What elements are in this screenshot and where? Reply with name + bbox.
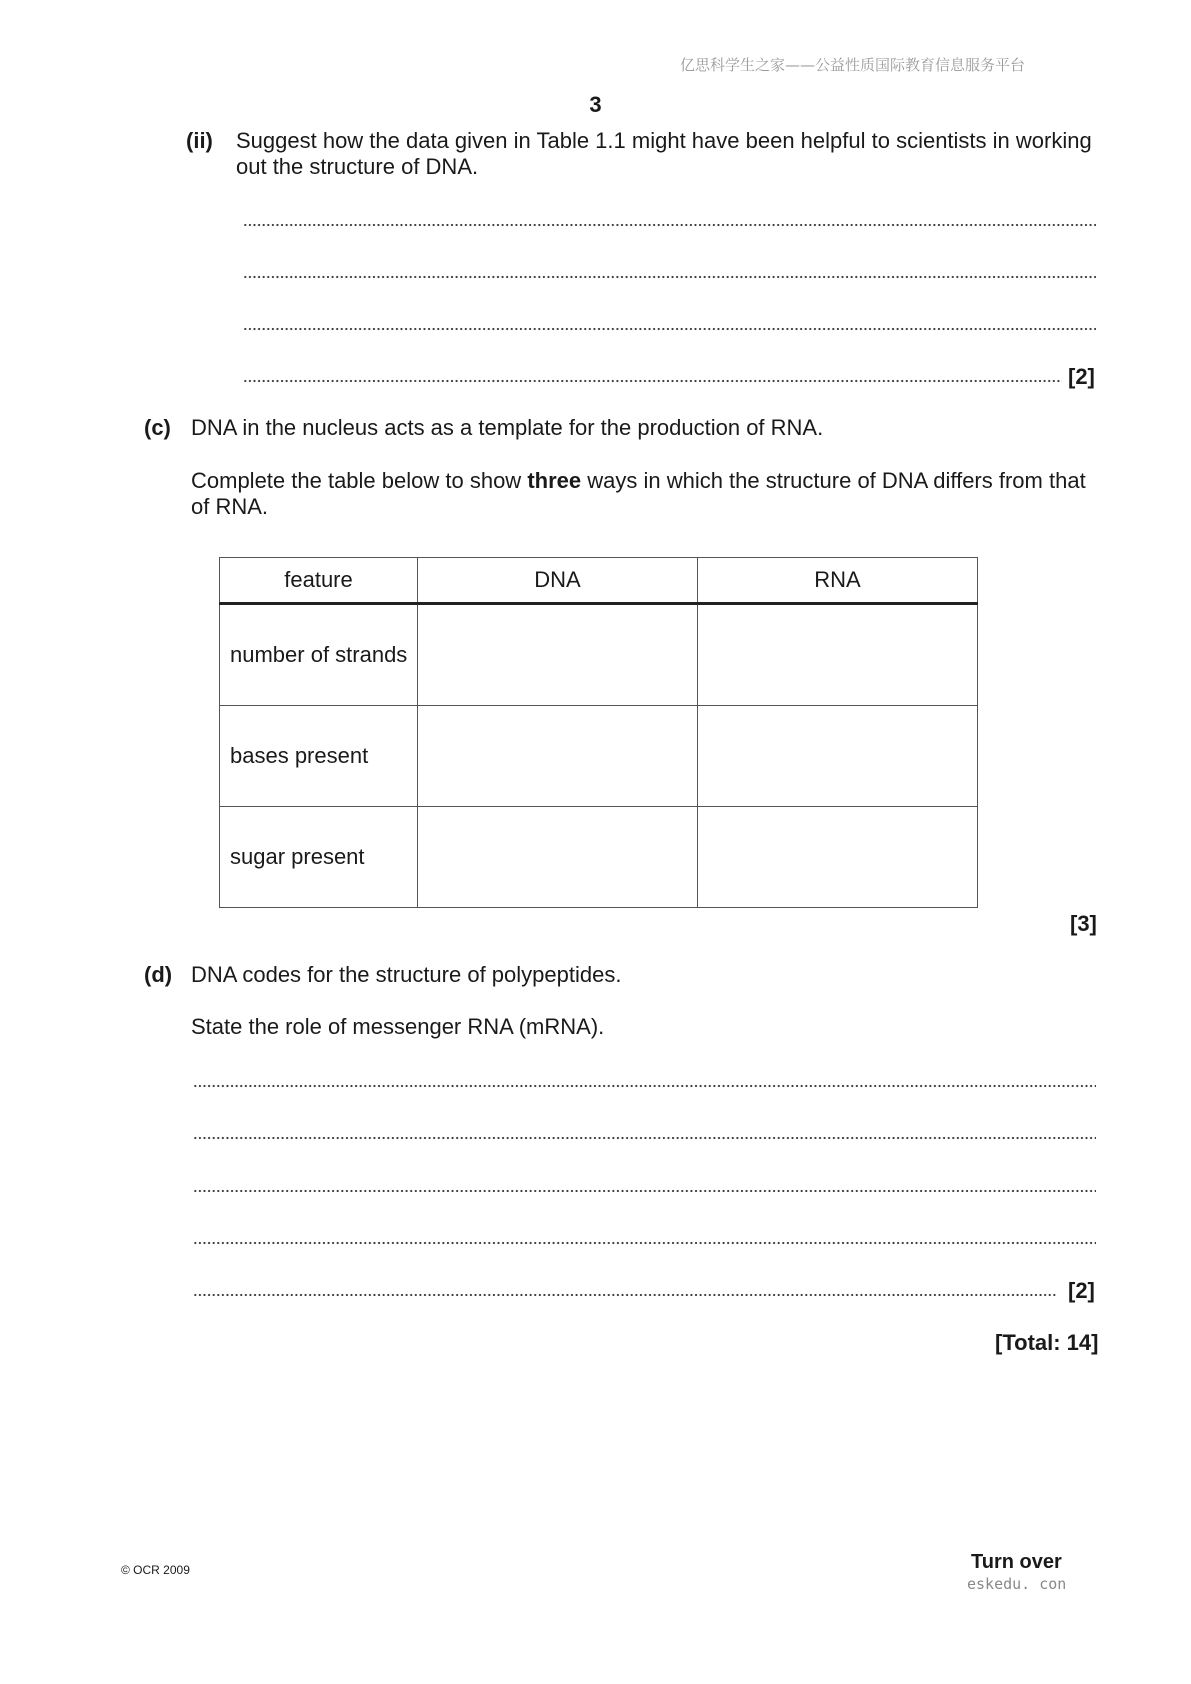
instruction-text: ways in which the structure of DNA differs from that: [581, 468, 1086, 493]
answer-line[interactable]: [193, 1189, 1096, 1193]
copyright-text: © OCR 2009: [121, 1563, 190, 1577]
watermark-text: 亿思科学生之家——公益性质国际教育信息服务平台: [680, 56, 1026, 74]
page-number: 3: [589, 92, 602, 117]
row-label-number-of-strands: number of strands: [220, 604, 418, 706]
question-label-d: (d): [144, 962, 173, 987]
answer-cell-rna-bases[interactable]: [698, 706, 978, 807]
answer-line[interactable]: [193, 1084, 1096, 1088]
answer-cell-dna-sugar[interactable]: [418, 807, 698, 908]
question-text-c-intro: DNA in the nucleus acts as a template for the production of RNA.: [191, 415, 824, 440]
question-text-d-intro: DNA codes for the structure of polypeptides.: [191, 962, 622, 987]
answer-line[interactable]: [193, 1293, 1057, 1297]
turn-over-text: Turn over: [971, 1551, 1062, 1573]
answer-line[interactable]: [243, 223, 1096, 227]
answer-line[interactable]: [243, 327, 1096, 331]
answer-line[interactable]: [193, 1136, 1096, 1140]
dna-rna-comparison-table: [219, 557, 978, 908]
column-header-feature: feature: [220, 558, 418, 604]
table-header-row: [220, 558, 978, 604]
row-label-sugar-present: sugar present: [220, 807, 418, 908]
column-header-dna: DNA: [418, 558, 698, 604]
answer-cell-rna-strands[interactable]: [698, 604, 978, 706]
marks-b-ii: [2]: [1068, 364, 1095, 389]
column-header-rna: RNA: [698, 558, 978, 604]
site-watermark: eskedu. con: [967, 1575, 1067, 1593]
question-text-d-instruction: State the role of messenger RNA (mRNA).: [191, 1014, 605, 1039]
question-label-c: (c): [144, 415, 171, 440]
question-text-b-ii-line2: out the structure of DNA.: [236, 154, 479, 179]
question-text-b-ii-line1: Suggest how the data given in Table 1.1 might have been helpful to scientists in working: [236, 128, 1092, 153]
answer-cell-dna-strands[interactable]: [418, 604, 698, 706]
table-row: [220, 706, 978, 807]
answer-line[interactable]: [243, 379, 1062, 383]
answer-cell-rna-sugar[interactable]: [698, 807, 978, 908]
table-row: [220, 807, 978, 908]
instruction-emphasis: three: [527, 468, 582, 493]
question-text-c-instruction-line2: of RNA.: [191, 494, 269, 519]
marks-d: [2]: [1068, 1278, 1095, 1303]
answer-line[interactable]: [243, 275, 1096, 279]
question-text-c-instruction: [191, 468, 1086, 494]
row-label-bases-present: bases present: [220, 706, 418, 807]
question-label-b-ii: (ii): [186, 128, 213, 153]
answer-line[interactable]: [193, 1241, 1096, 1245]
table-row: [220, 604, 978, 706]
instruction-text: Complete the table below to show: [191, 468, 528, 493]
total-marks: [Total: 14]: [995, 1330, 1099, 1355]
marks-c: [3]: [1070, 911, 1097, 936]
answer-cell-dna-bases[interactable]: [418, 706, 698, 807]
